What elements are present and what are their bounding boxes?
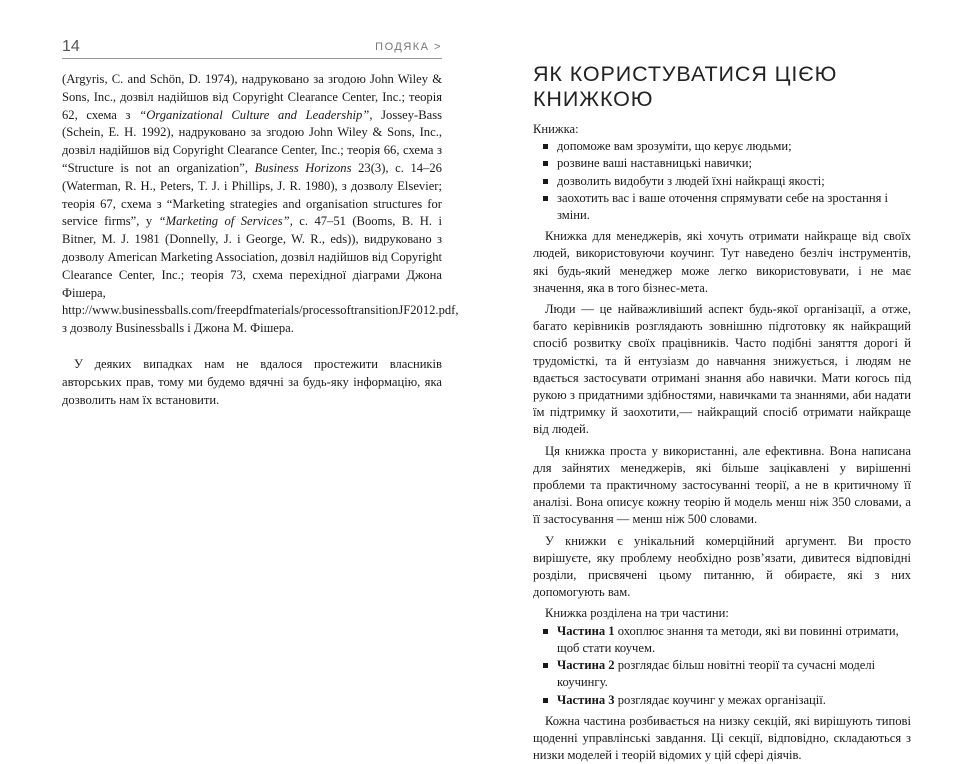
list-item: Частина 2 розглядає більш новітні теорії та сучасні моделі коучингу. <box>533 657 911 691</box>
page-header <box>62 38 442 60</box>
bullet-icon <box>543 161 548 166</box>
bullet-icon <box>543 196 548 201</box>
list-item: Частина 3 розглядає коучинг у межах організації. <box>533 692 911 709</box>
list-item: заохотить вас і ваше оточення спрямувати себе на зростання і зміни. <box>533 190 911 224</box>
left-body <box>62 71 459 409</box>
right-body <box>533 121 911 764</box>
copyright-note: У деяких випадках нам не вдалося простежити власників авторських прав, тому ми будемо вдячні за будь-яку інформацію, яка дозволить нам їх встановити. <box>62 356 442 407</box>
parts-label: Книжка розділена на три частини: <box>545 606 729 621</box>
list-item: Частина 1 охоплює знання та методи, які ви повинні отримати, щоб стати коучем. <box>533 623 911 657</box>
list-item: розвине ваші наставницькі навички; <box>533 155 911 172</box>
header-rule <box>62 58 442 59</box>
closing-paragraph: Кожна частина розбивається на низку секцій, які вирішують типові щоденні управлінські завдання. Ці секції, відповідно, складаються з низки моделей і теорій відомих у цій сфері діячів. <box>533 713 911 763</box>
bullet-icon <box>543 629 548 634</box>
body-paragraph: Люди — це найважливіший аспект будь-якої організації, а отже, багато керівників розглядають зовнішню підготовку як найкращий спосіб розвитку своїх працівників. Часто подібні заняття дорогі й трудомісткі, та й ентузіазм до навчання знижується, і людям не вдається застосувати отримані знання або навички. Мати когось під рукою з придатними здібностями, навичками та знаннями, аби надати їм підтримку й заохотити,— найкращий спосіб отримати найкраще від людей. <box>533 302 911 437</box>
bullet-icon <box>543 144 548 149</box>
body-paragraph: У книжки є унікальний комерційний аргумент. Ви просто вирішуєте, яку проблему необхідно розв’язати, дивитеся відповідні розділи, присвячені цьому питанню, й обираєте, які з них допомогують вам. <box>533 533 911 600</box>
running-head: ПОДЯКА > <box>375 41 442 53</box>
left-page <box>0 0 485 691</box>
credits-paragraph: (Argyris, C. and Schön, D. 1974), надруковано за згодою John Wiley & Sons, Inc., дозвіл надійшов від Copyright Clearance Center, Inc.; теорія 62, схема з “Organizational Culture and Leadership”, Jossey-Bass (Schein, E. H. 1992), надруковано за згодою John Wiley & Sons, Inc., дозвіл надійшов від Copyright Clearance Center, Inc.; теорія 66, схема з “Structure is not an organization”, Business Horizons 23(3), с. 14–26 (Waterman, R. H., Peters, T. J. і Phillips, J. R. 1980), з дозволу Elsevier; теорія 67, схема з “Marketing strategies and organisation structures for service firms”, у “Marketing of Services”, с. 47–51 (Booms, B. H. і Bitner, M. J. 1981 (Donnelly, J. і George, W. R., eds)), видруковано з дозволу American Marketing Association, дозвіл надійшов від Copyright Clearance Center, Inc.; теорія 73, схема перехідної діаграми Джона Фішера, http://www.businessballs.com/freepdfmaterials/processoftransitionJF2012.pdf, з дозволу Businessballs і Джона М. Фішера. <box>62 72 459 336</box>
page-number: 14 <box>62 38 80 55</box>
body-paragraph: Книжка для менеджерів, які хочуть отримати найкраще від своїх людей, використовуючи коучинг. Тут наведено безліч інструментів, які будь-який менеджер може легко використовувати, і не має значення, яка в того бізнес-мета. <box>533 229 911 295</box>
bullet-icon <box>543 698 548 703</box>
list-item: дозволить видобути з людей їхні найкращі якості; <box>533 173 911 190</box>
bullet-icon <box>543 179 548 184</box>
list-item: допоможе вам зрозуміти, що керує людьми; <box>533 138 911 155</box>
chapter-title: ЯК КОРИСТУВАТИСЯ ЦІЄЮ КНИЖКОЮ <box>533 62 838 111</box>
parts-list <box>533 623 911 709</box>
intro-label: Книжка: <box>533 122 579 136</box>
intro-bullet-list <box>533 138 911 224</box>
bullet-icon <box>543 663 548 668</box>
body-paragraph: Ця книжка проста у використанні, але ефективна. Вона написана для зайнятих менеджерів, які більше зацікавлені у вирішенні проблеми та практичному застосуванні теорії, а не в критичному її аналізі. Вона описує кожну теорію й модель менш ніж 350 словами, а її застосування — менш ніж 500 словами. <box>533 443 911 527</box>
